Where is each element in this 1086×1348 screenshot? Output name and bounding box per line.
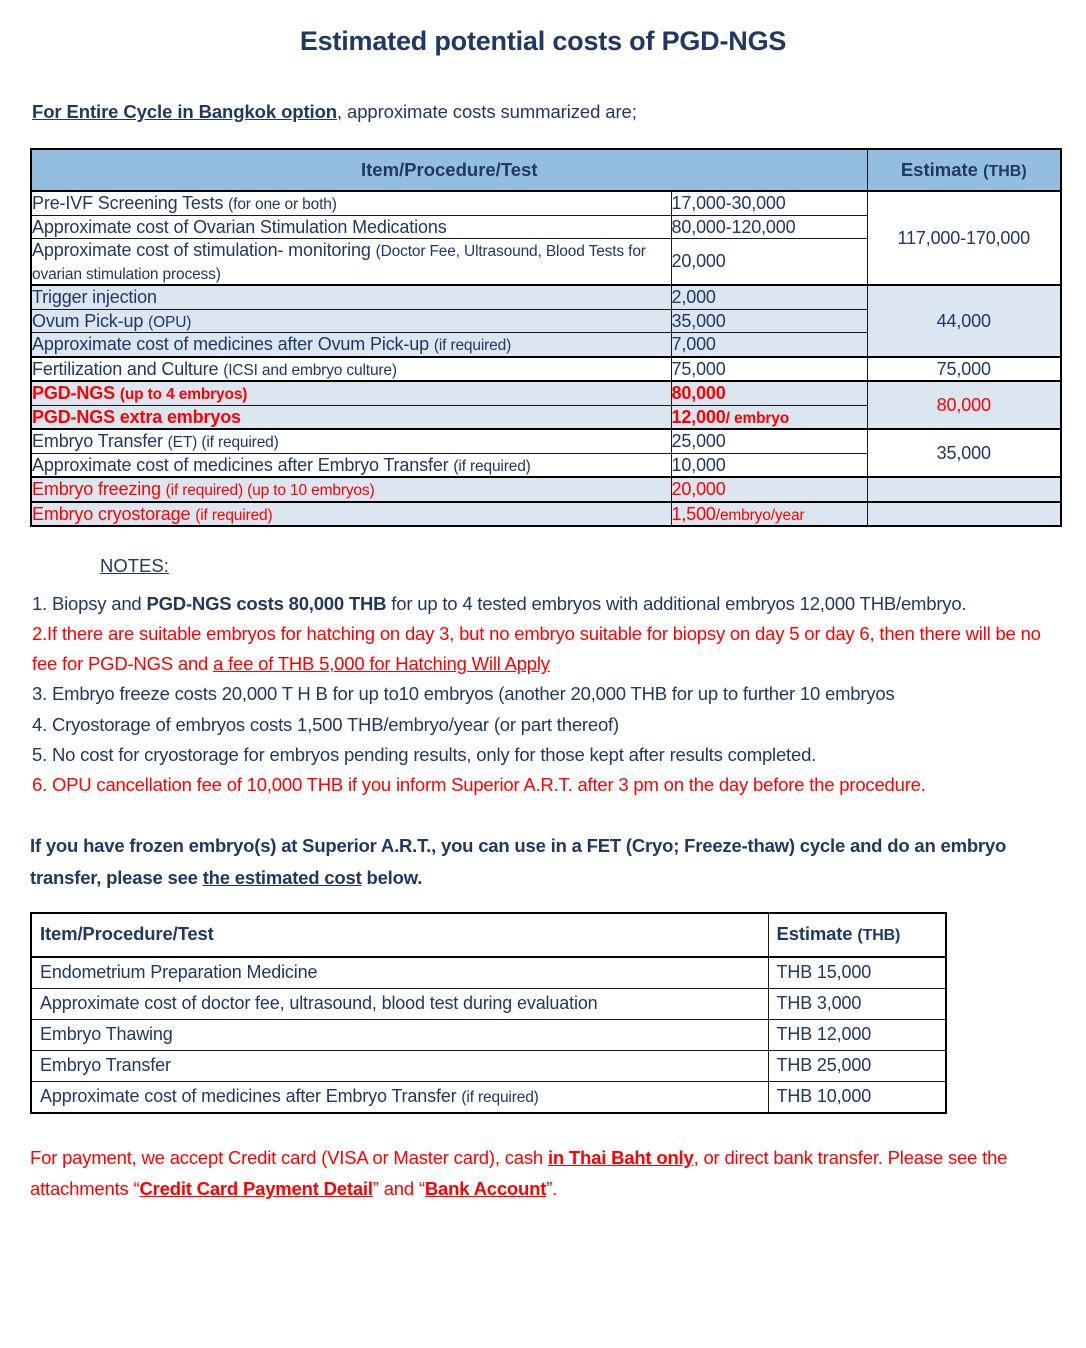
price-value: 25,000 bbox=[671, 431, 726, 451]
note-item bbox=[32, 740, 1056, 770]
cell-estimate: THB 15,000 bbox=[768, 957, 946, 989]
notes-heading: NOTES: bbox=[100, 555, 169, 576]
price-value: 20,000 bbox=[671, 479, 726, 499]
payment-thai-baht-emphasis: in Thai Baht only bbox=[547, 1146, 694, 1168]
item-label: Approximate cost of doctor fee, ultrasound, blood test during evaluation bbox=[40, 992, 598, 1013]
price-value: 20,000 bbox=[671, 251, 726, 272]
item-label: Ovum Pick-up bbox=[32, 310, 144, 331]
item-label: Embryo Transfer bbox=[32, 431, 163, 451]
cell-price bbox=[671, 285, 867, 309]
cell-item bbox=[31, 988, 768, 1019]
cell-item bbox=[31, 215, 671, 239]
item-label: Endometrium Preparation Medicine bbox=[40, 961, 318, 982]
main-cost-table bbox=[30, 148, 1062, 527]
page-title: Estimated potential costs of PGD-NGS bbox=[299, 26, 787, 56]
note-item bbox=[32, 619, 1056, 679]
cell-price bbox=[671, 453, 867, 477]
item-label: Embryo Thawing bbox=[40, 1023, 173, 1044]
table-row bbox=[31, 191, 1061, 215]
cell-estimate: 80,000 bbox=[867, 381, 1061, 429]
price-unit: / embryo bbox=[725, 409, 790, 427]
note-text: 3. Embryo freeze costs 20,000 T H B for up to10 embryos (another 20,000 THB for up to further 10 embryos bbox=[32, 683, 895, 705]
payment-text-3: ” and “ bbox=[372, 1177, 425, 1199]
cell-price bbox=[671, 477, 867, 502]
table-row bbox=[31, 1081, 946, 1113]
note-text: 1. Biopsy and bbox=[32, 593, 147, 614]
item-label: Approximate cost of medicines after Embryo Transfer bbox=[32, 454, 449, 475]
table-row bbox=[31, 381, 1061, 405]
cell-estimate: THB 12,000 bbox=[768, 1019, 946, 1050]
cell-price bbox=[671, 429, 867, 453]
note-text: PGD-NGS costs 80,000 THB bbox=[146, 593, 387, 614]
cell-estimate: THB 10,000 bbox=[768, 1081, 946, 1113]
main-table-header-row bbox=[31, 149, 1061, 191]
item-sublabel: (OPU) bbox=[148, 313, 192, 331]
item-sublabel: (if required) bbox=[461, 1088, 539, 1106]
cell-item bbox=[31, 1081, 768, 1113]
table-row bbox=[31, 357, 1061, 382]
item-label: Approximate cost of medicines after Embryo Transfer bbox=[40, 1085, 457, 1106]
cell-estimate: THB 25,000 bbox=[768, 1050, 946, 1081]
item-label: Approximate cost of medicines after Ovum Pick-up bbox=[32, 334, 429, 354]
header-estimate bbox=[867, 149, 1061, 191]
note-text: 5. No cost for cryostorage for embryos pending results, only for those kept after results completed. bbox=[32, 743, 817, 765]
cell-item bbox=[31, 429, 671, 453]
item-sublabel: (if required) (up to 10 embryos) bbox=[165, 482, 375, 499]
cell-price bbox=[671, 239, 867, 286]
note-text: 4. Cryostorage of embryos costs 1,500 THB/embryo/year (or part thereof) bbox=[32, 713, 619, 735]
table-row bbox=[31, 285, 1061, 309]
cell-price bbox=[671, 357, 867, 382]
cell-price bbox=[671, 381, 867, 405]
cell-estimate: 75,000 bbox=[867, 357, 1061, 382]
payment-text-2: , or direct bank transfer. Please see the attachments “ bbox=[30, 1146, 1008, 1199]
intro-rest: , approximate costs summarized are; bbox=[336, 101, 637, 122]
table-row bbox=[31, 988, 946, 1019]
table-row bbox=[31, 1050, 946, 1081]
cell-item bbox=[31, 381, 671, 405]
payment-credit-card-detail-link[interactable]: Credit Card Payment Detail bbox=[139, 1177, 373, 1199]
item-label: Embryo freezing bbox=[32, 479, 161, 499]
item-label: Fertilization and Culture bbox=[32, 358, 219, 379]
cell-price bbox=[671, 502, 867, 527]
item-sublabel: (ET) (if required) bbox=[167, 434, 279, 451]
price-value: 7,000 bbox=[671, 334, 716, 354]
fet-cost-table bbox=[30, 912, 947, 1114]
item-sublabel: (up to 4 embryos) bbox=[119, 386, 248, 403]
cell-estimate: 117,000-170,000 bbox=[867, 191, 1061, 285]
note-text: for up to 4 tested embryos with additional embryos 12,000 THB/embryo. bbox=[386, 593, 967, 614]
price-unit: /embryo/year bbox=[715, 506, 805, 524]
item-sublabel: (if required) bbox=[433, 337, 512, 354]
fet-text-1: If you have frozen embryo(s) at Superior A.R.T., you can use in a FET (Cryo; Freeze-thaw) cycle and do an embryo transfer, please see bbox=[30, 834, 1007, 888]
cell-item bbox=[31, 357, 671, 382]
fet-estimated-cost-link[interactable]: the estimated cost bbox=[202, 866, 362, 888]
cell-estimate bbox=[867, 502, 1061, 527]
price-value: 35,000 bbox=[671, 310, 726, 331]
fet-header-estimate-unit: (THB) bbox=[857, 927, 901, 945]
cell-price bbox=[671, 333, 867, 357]
item-sublabel: (if required) bbox=[453, 457, 531, 475]
notes-list bbox=[30, 589, 1056, 800]
note-item bbox=[32, 589, 1056, 619]
price-value: 75,000 bbox=[671, 358, 726, 379]
note-text: 6. OPU cancellation fee of 10,000 THB if you inform Superior A.R.T. after 3 pm on the day before the procedure. bbox=[32, 773, 926, 795]
table-row bbox=[31, 502, 1061, 527]
fet-header-item-procedure-test: Item/Procedure/Test bbox=[31, 913, 768, 957]
item-label: Trigger injection bbox=[32, 287, 157, 307]
table-row bbox=[31, 429, 1061, 453]
cell-item bbox=[31, 502, 671, 527]
header-item-procedure-test: Item/Procedure/Test bbox=[31, 149, 867, 191]
cell-item bbox=[31, 285, 671, 309]
cell-item bbox=[31, 309, 671, 333]
table-row bbox=[31, 477, 1061, 502]
cell-price bbox=[671, 215, 867, 239]
table-row bbox=[31, 1019, 946, 1050]
note-item bbox=[32, 770, 1056, 800]
payment-paragraph bbox=[30, 1142, 1045, 1204]
fet-paragraph bbox=[30, 830, 1040, 894]
cell-item bbox=[31, 239, 671, 286]
item-label: Embryo Transfer bbox=[40, 1054, 171, 1075]
cell-price bbox=[671, 191, 867, 215]
cell-estimate bbox=[867, 477, 1061, 502]
item-label: Pre-IVF Screening Tests bbox=[32, 193, 224, 213]
price-value: 2,000 bbox=[671, 287, 716, 307]
item-label: Approximate cost of stimulation- monitoring bbox=[32, 240, 371, 260]
cell-price bbox=[671, 405, 867, 429]
note-item bbox=[32, 679, 1056, 709]
payment-text-4: ”. bbox=[546, 1177, 558, 1199]
item-sublabel: (Doctor Fee, Ultrasound, Blood Tests for ovarian stimulation process) bbox=[32, 243, 646, 283]
cell-item bbox=[31, 957, 768, 989]
cell-item bbox=[31, 405, 671, 429]
fet-text-2: below. bbox=[361, 866, 423, 888]
price-value: 1,500 bbox=[671, 503, 716, 524]
cell-item bbox=[31, 1050, 768, 1081]
fet-header-estimate-label: Estimate bbox=[776, 923, 853, 945]
table-row bbox=[31, 957, 946, 989]
header-estimate-label: Estimate bbox=[900, 159, 978, 180]
item-label: Embryo cryostorage bbox=[32, 503, 191, 524]
item-sublabel: (if required) bbox=[195, 506, 273, 524]
cell-estimate: THB 3,000 bbox=[768, 988, 946, 1019]
note-item bbox=[32, 710, 1056, 740]
price-value: 12,000 bbox=[671, 406, 726, 427]
payment-text-1: For payment, we accept Credit card (VISA or Master card), cash bbox=[30, 1146, 548, 1168]
fet-table-header-row bbox=[31, 913, 946, 957]
cell-item bbox=[31, 1019, 768, 1050]
header-estimate-unit: (THB) bbox=[983, 163, 1027, 180]
cell-price bbox=[671, 309, 867, 333]
cell-estimate: 44,000 bbox=[867, 285, 1061, 357]
cell-item bbox=[31, 453, 671, 477]
cell-item bbox=[31, 191, 671, 215]
intro-line bbox=[30, 101, 1056, 123]
item-sublabel: (ICSI and embryo culture) bbox=[223, 361, 397, 379]
note-text: 2.If there are suitable embryos for hatching on day 3, but no embryo suitable for biopsy on day 5 or day 6, then there will be no fee for PGD-NGS and bbox=[32, 623, 1041, 675]
fet-header-estimate bbox=[768, 913, 946, 957]
price-value: 80,000 bbox=[671, 383, 726, 403]
cell-item bbox=[31, 477, 671, 502]
item-sublabel: (for one or both) bbox=[228, 196, 337, 213]
item-label: PGD-NGS bbox=[32, 383, 115, 403]
item-label: Approximate cost of Ovarian Stimulation Medications bbox=[32, 216, 447, 237]
item-label: PGD-NGS extra embryos bbox=[32, 406, 241, 427]
intro-emphasis: For Entire Cycle in Bangkok option bbox=[32, 101, 337, 122]
payment-bank-account-link[interactable]: Bank Account bbox=[424, 1177, 547, 1199]
cell-estimate: 35,000 bbox=[867, 429, 1061, 477]
price-value: 17,000-30,000 bbox=[671, 193, 786, 213]
price-value: 10,000 bbox=[671, 454, 726, 475]
price-value: 80,000-120,000 bbox=[671, 216, 796, 237]
cell-item bbox=[31, 333, 671, 357]
note-link[interactable]: a fee of THB 5,000 for Hatching Will Apply bbox=[213, 653, 550, 675]
